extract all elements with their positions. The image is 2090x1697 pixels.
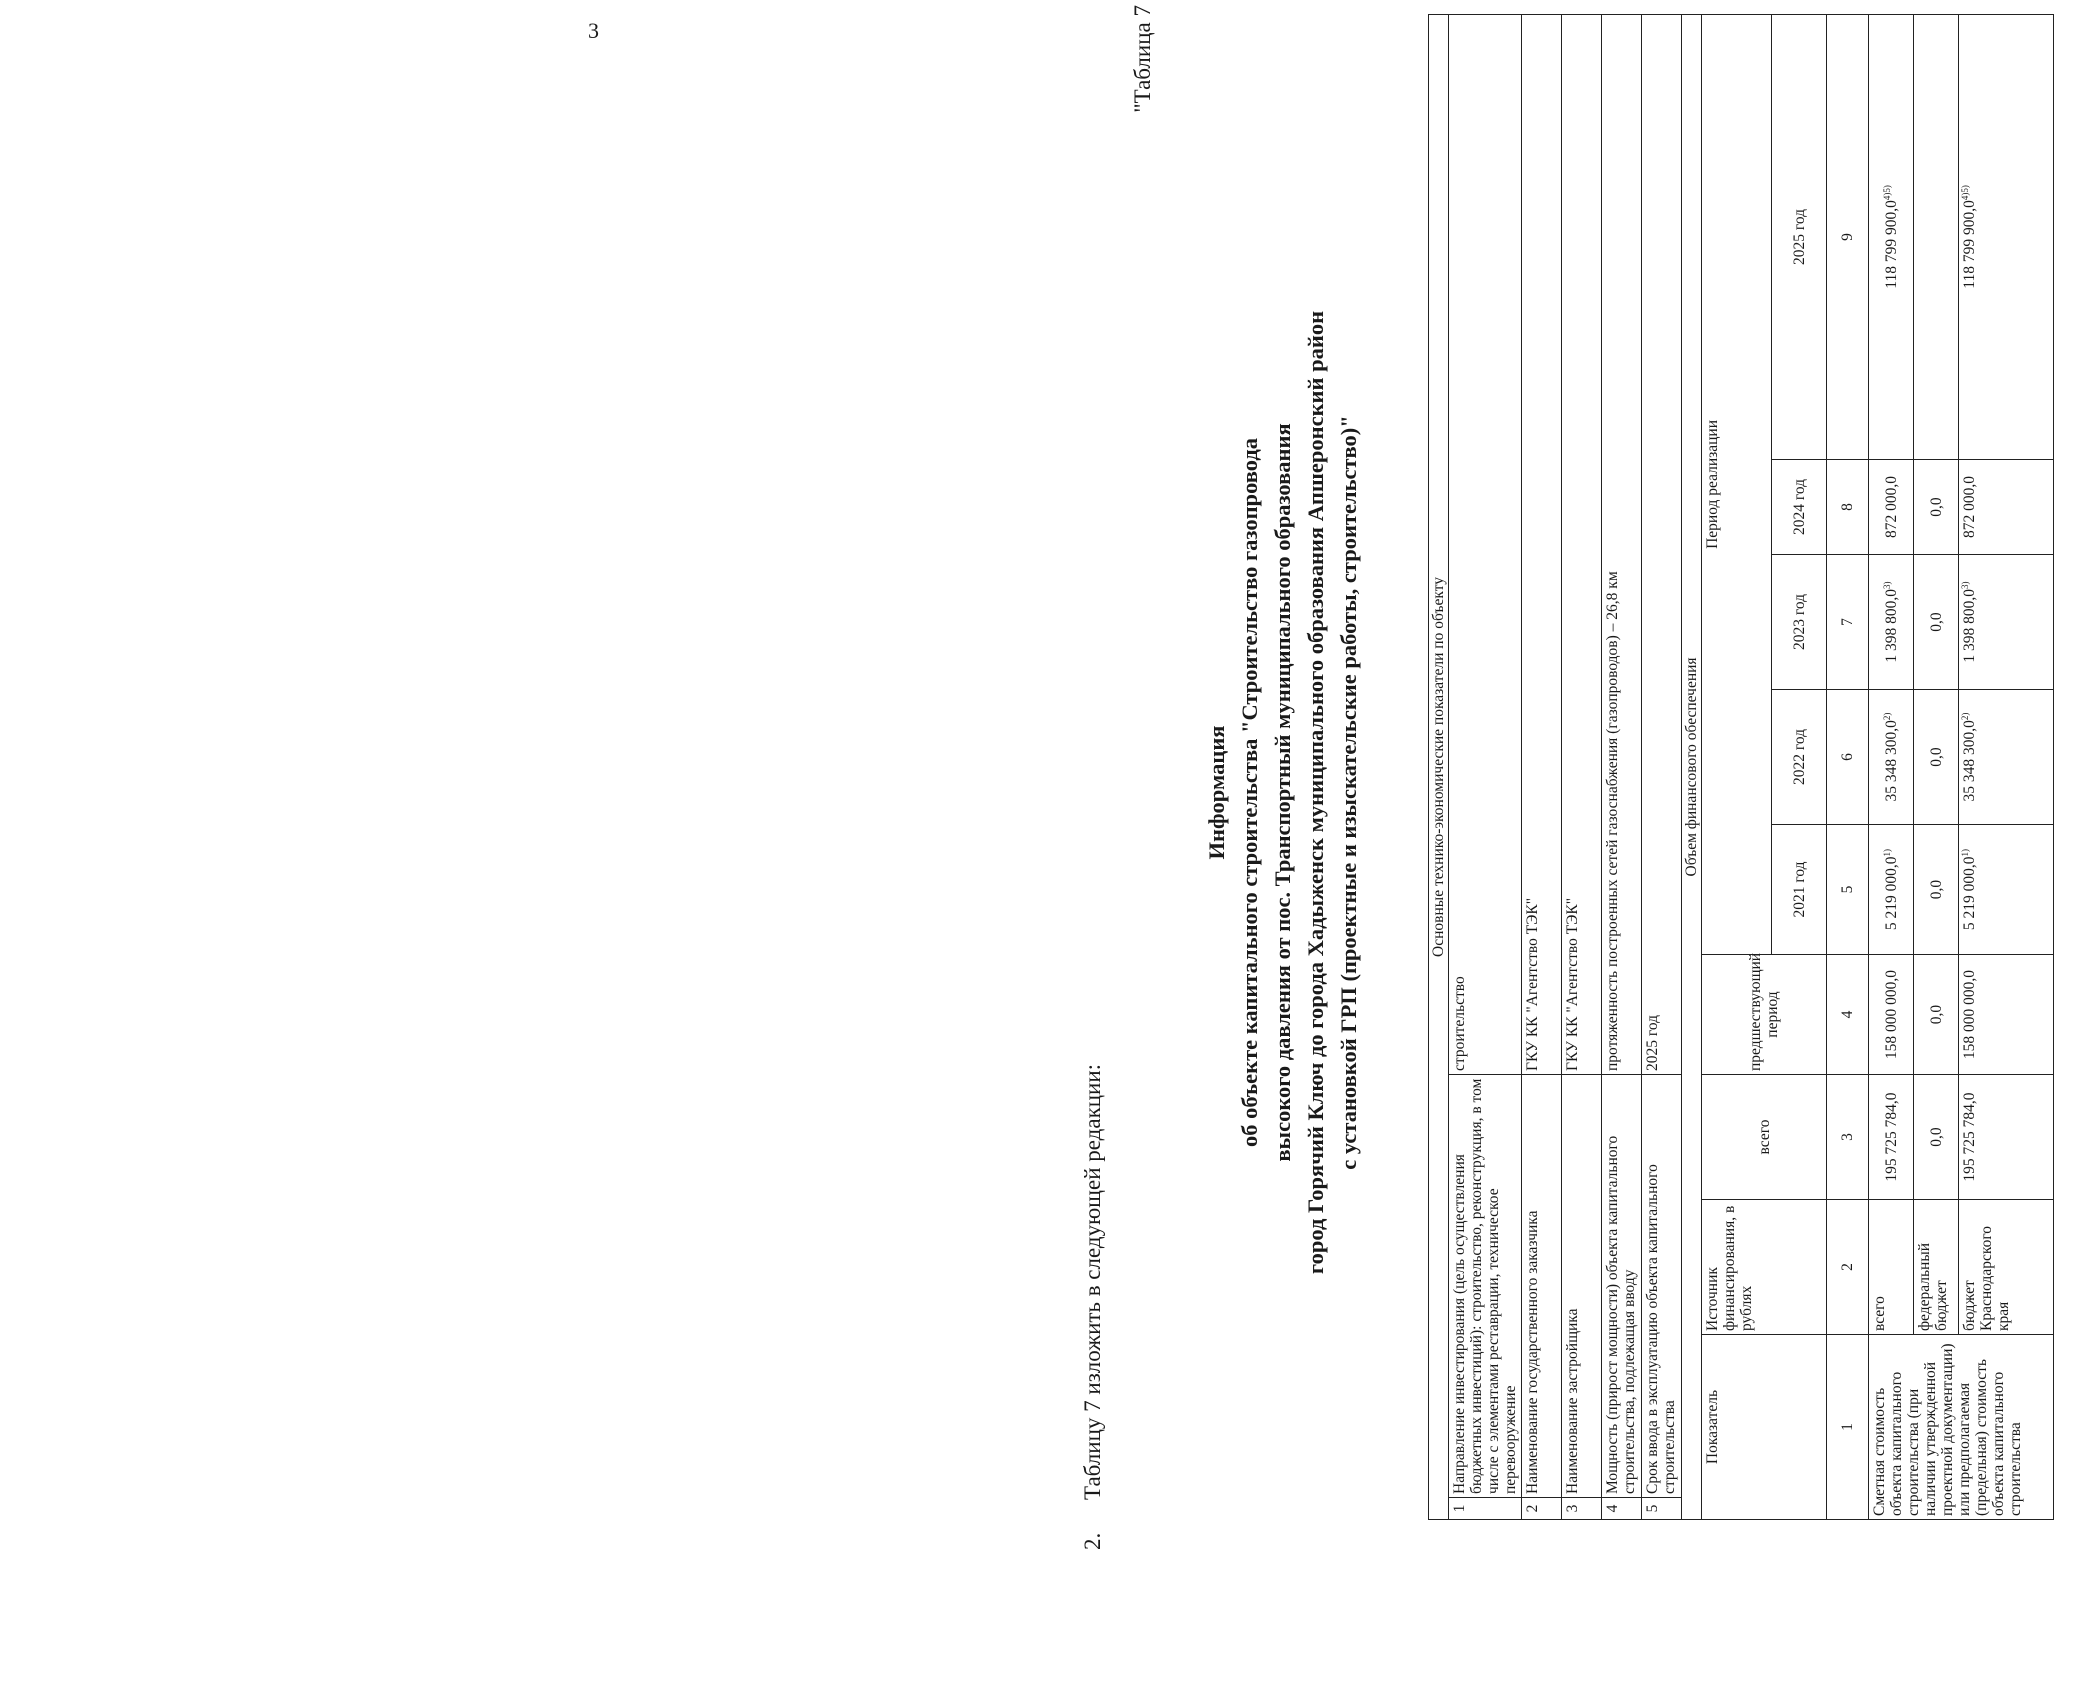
indicator-value: строительство [1449, 14, 1522, 1074]
value: 35 348 300,0 [1882, 720, 1900, 802]
intro-number: 2. [1080, 1532, 1105, 1550]
header-2025: 2025 год [1772, 14, 1827, 459]
indicator-row [1562, 14, 1602, 1519]
col-number: 3 [1827, 1075, 1869, 1200]
object-info-table [1428, 14, 2054, 1520]
value: 1 398 800,0 [1882, 588, 1900, 663]
value: 118 799 900,0 [1961, 200, 1978, 289]
title-line: высокого давления от пос. Транспортный муниципального образования [1270, 423, 1295, 1162]
col-number: 4 [1827, 955, 1869, 1075]
indicator-label: Мощность (прирост мощности) объекта капитального строительства, подлежащая вводу [1602, 1075, 1642, 1498]
col-number: 7 [1827, 555, 1869, 690]
finance-2022: 0,0 [1914, 690, 1959, 825]
footnote-mark: 2) [1959, 712, 1970, 721]
col-number: 2 [1827, 1200, 1869, 1335]
footnote-mark: 4)5) [1881, 185, 1892, 201]
value: 35 348 300,0 [1961, 720, 1978, 802]
indicator-number: 3 [1562, 1498, 1602, 1520]
footnote-mark: 4)5) [1959, 185, 1970, 201]
value: 1 398 800,0 [1961, 588, 1978, 663]
footnote-mark: 3) [1881, 581, 1892, 589]
table-caption: "Таблица 7 [1130, 5, 1155, 113]
document-landscape [1080, 0, 2090, 1590]
section1-title: Основные технико-экономические показатели по объекту [1429, 14, 1449, 1519]
header-previous: предшествующий период [1702, 955, 1827, 1075]
finance-2024: 0,0 [1914, 460, 1959, 555]
finance-previous: 158 000 000,0 [1959, 955, 2054, 1075]
page-number: 3 [588, 18, 599, 43]
title-line: об объекте капитального строительства "Строительство газопровода [1237, 438, 1262, 1148]
finance-source: всего [1869, 1200, 1914, 1335]
finance-source: бюджет Краснодарского края [1959, 1200, 2054, 1335]
header-2024: 2024 год [1772, 460, 1827, 555]
finance-2022 [1869, 690, 1914, 825]
section2-title: Объем финансового обеспечения [1682, 14, 1702, 1519]
indicator-row [1602, 14, 1642, 1519]
col-number: 8 [1827, 460, 1869, 555]
section-header-row [1682, 14, 1702, 1519]
document-title [1200, 0, 1365, 1590]
col-number: 5 [1827, 825, 1869, 955]
finance-2022 [1959, 690, 2054, 825]
header-source: Источник финансирования, в рублях [1702, 1200, 1827, 1335]
intro-line [1080, 1064, 1106, 1550]
indicator-label: Наименование государственного заказчика [1522, 1075, 1562, 1498]
finance-total: 195 725 784,0 [1869, 1075, 1914, 1200]
indicator-label: Срок ввода в эксплуатацию объекта капитального строительства [1642, 1075, 1682, 1498]
finance-2024: 872 000,0 [1959, 460, 2054, 555]
finance-2023: 0,0 [1914, 555, 1959, 690]
finance-2025 [1914, 14, 1959, 459]
footnote-mark: 1) [1959, 848, 1970, 857]
finance-row-regional [1959, 14, 2054, 1519]
finance-previous: 0,0 [1914, 955, 1959, 1075]
finance-2023 [1869, 555, 1914, 690]
header-indicator: Показатель [1702, 1335, 1827, 1520]
finance-header-row [1702, 14, 1772, 1519]
finance-2021: 0,0 [1914, 825, 1959, 955]
indicator-label: Наименование застройщика [1562, 1075, 1602, 1498]
indicator-value: ГКУ КК "Агентство ТЭК" [1522, 14, 1562, 1074]
indicator-value: 2025 год [1642, 14, 1682, 1074]
finance-2025 [1959, 14, 2054, 459]
header-2021: 2021 год [1772, 825, 1827, 955]
finance-total: 0,0 [1914, 1075, 1959, 1200]
section-header-row [1429, 14, 1449, 1519]
indicator-number: 5 [1642, 1498, 1682, 1520]
title-line: город Горячий Ключ до города Хадыженск муниципального образования Апшеронский район [1303, 310, 1328, 1275]
footnote-mark: 3) [1959, 581, 1970, 589]
finance-source: федеральный бюджет [1914, 1200, 1959, 1335]
finance-2021 [1959, 825, 2054, 955]
finance-row-federal [1914, 14, 1959, 1519]
col-number: 9 [1827, 14, 1869, 459]
indicator-number: 1 [1449, 1498, 1522, 1520]
title-line: с установкой ГРП (проектные и изыскательские работы, строительство)" [1336, 415, 1361, 1170]
finance-2021 [1869, 825, 1914, 955]
column-number-row [1827, 14, 1869, 1519]
indicator-row [1449, 14, 1522, 1519]
footnote-mark: 2) [1881, 712, 1892, 721]
intro-text: Таблицу 7 изложить в следующей редакции: [1080, 1063, 1105, 1500]
finance-total: 195 725 784,0 [1959, 1075, 2054, 1200]
finance-2023 [1959, 555, 2054, 690]
finance-row-total [1869, 14, 1914, 1519]
indicator-number: 4 [1602, 1498, 1642, 1520]
finance-2024: 872 000,0 [1869, 460, 1914, 555]
header-period: Период реализации [1702, 14, 1772, 954]
indicator-value: ГКУ КК "Агентство ТЭК" [1562, 14, 1602, 1074]
value: 5 219 000,0 [1961, 856, 1978, 931]
finance-indicator: Сметная стоимость объекта капитального строительства (при наличии утвержденной проектной документации) или предполагаемая (предельная) стоимость объекта капитального строительства [1869, 1335, 2054, 1520]
indicator-row [1522, 14, 1562, 1519]
header-2022: 2022 год [1772, 690, 1827, 825]
indicator-value: протяженность построенных сетей газоснабжения (газопроводов) – 26,8 км [1602, 14, 1642, 1074]
header-2023: 2023 год [1772, 555, 1827, 690]
value: 118 799 900,0 [1882, 200, 1900, 289]
finance-2025 [1869, 14, 1914, 459]
finance-previous: 158 000 000,0 [1869, 955, 1914, 1075]
title-line: Информация [1204, 725, 1229, 860]
footnote-mark: 1) [1881, 848, 1892, 857]
indicator-row [1642, 14, 1682, 1519]
header-total: всего [1702, 1075, 1827, 1200]
col-number: 6 [1827, 690, 1869, 825]
col-number: 1 [1827, 1335, 1869, 1520]
value: 5 219 000,0 [1882, 856, 1900, 931]
indicator-number: 2 [1522, 1498, 1562, 1520]
indicator-label: Направление инвестирования (цель осуществления бюджетных инвестиций): строительство, реконструкция, в том числе с элементами реставрации, техническое перевооружение [1449, 1075, 1522, 1498]
